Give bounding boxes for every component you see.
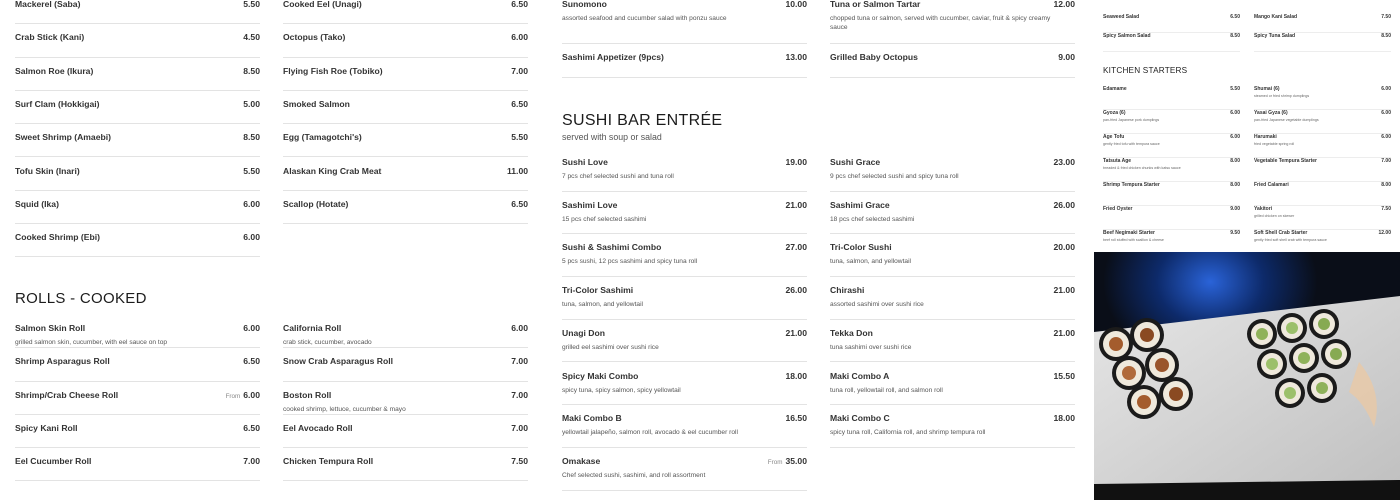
menu-item-price bbox=[243, 66, 260, 76]
menu-item bbox=[1103, 14, 1240, 33]
menu-item bbox=[283, 382, 528, 415]
menu-item-price: 7.50 bbox=[1381, 14, 1391, 20]
menu-item-description: pan-fried Japanese vegetable dumplings bbox=[1254, 118, 1319, 122]
menu-item-description: steamed or fried shrimp dumplings bbox=[1254, 94, 1310, 98]
menu-item bbox=[15, 348, 260, 381]
menu-item-price bbox=[785, 242, 807, 252]
menu-item-price bbox=[507, 166, 528, 176]
menu-item-description: tuna sashimi over sushi rice bbox=[830, 343, 912, 351]
menu-item-description: chopped tuna or salmon, served with cucumber, caviar, fruit & spicy creamy bbox=[830, 15, 1051, 22]
menu-item-name: Maki Combo C bbox=[830, 413, 890, 424]
menu-item-price bbox=[1053, 328, 1075, 338]
price-value: 13.00 bbox=[785, 52, 807, 62]
menu-item-price: 9.00 bbox=[1230, 206, 1240, 212]
price-value: 18.00 bbox=[785, 370, 807, 381]
menu-item-name: Sweet Shrimp (Amaebi) bbox=[15, 132, 111, 143]
menu-item-name: Sashimi Grace bbox=[830, 199, 890, 210]
menu-item-name: Tri-Color Sashimi bbox=[562, 285, 634, 296]
price-value: 6.00 bbox=[243, 232, 260, 243]
menu-item-name: Fried Oyster bbox=[1103, 206, 1133, 212]
menu-item-price bbox=[243, 32, 260, 42]
price-value: 6.00 bbox=[243, 389, 260, 400]
menu-item-price bbox=[785, 371, 807, 381]
menu-item-description: tuna, salmon, and yellowtail bbox=[830, 258, 912, 266]
menu-item bbox=[1254, 14, 1391, 33]
menu-item-price bbox=[785, 157, 807, 167]
menu-item-name: Eel Cucumber Roll bbox=[15, 456, 92, 467]
menu-item-name: Spicy Maki Combo bbox=[562, 370, 639, 381]
menu-item-description: assorted seafood and cucumber salad with ponzu sauce bbox=[562, 15, 727, 22]
menu-item bbox=[15, 224, 260, 257]
price-value: 7.00 bbox=[511, 389, 528, 400]
menu-item-description: 9 pcs chef selected sushi and spicy tuna roll bbox=[830, 173, 959, 180]
menu-item bbox=[283, 191, 528, 224]
menu-item bbox=[15, 448, 260, 481]
menu-item bbox=[283, 0, 528, 24]
menu-item bbox=[830, 363, 1075, 406]
menu-item-price bbox=[511, 390, 528, 400]
price-value: 6.00 bbox=[511, 323, 528, 333]
price-value: 5.50 bbox=[243, 165, 260, 176]
menu-item-name: Chicken Tempura Roll bbox=[283, 456, 374, 467]
menu-item-price bbox=[243, 199, 260, 209]
menu-item bbox=[283, 448, 528, 481]
menu-item-price bbox=[243, 456, 260, 466]
price-value: 7.00 bbox=[511, 422, 528, 433]
menu-item-name: Tri-Color Sushi bbox=[830, 242, 892, 253]
menu-item-price bbox=[785, 200, 807, 210]
menu-item-description: grilled salmon skin, cucumber, with eel sauce on top bbox=[15, 339, 168, 346]
menu-item-price bbox=[511, 423, 528, 433]
menu-item-name: Spicy Salmon Salad bbox=[1103, 33, 1151, 39]
menu-item-description: yellowtail jalapeño, salmon roll, avocado & eel cucumber roll bbox=[562, 429, 738, 437]
section-title-entree: SUSHI BAR ENTRÉE bbox=[562, 112, 723, 129]
menu-item-price bbox=[1058, 52, 1075, 62]
menu-item bbox=[15, 415, 260, 448]
menu-item-price bbox=[1053, 371, 1075, 381]
price-value: 5.00 bbox=[243, 98, 260, 109]
menu-item-description: assorted sashimi over sushi rice bbox=[830, 301, 924, 309]
menu-item-description: spicy tuna, spicy salmon, spicy yellowtail bbox=[562, 386, 681, 394]
menu-item-price bbox=[243, 232, 260, 242]
menu-item-name: Flying Fish Roe (Tobiko) bbox=[283, 65, 383, 76]
menu-item-description: fried vegetable spring roll bbox=[1254, 142, 1295, 146]
menu-item-name: Sushi Grace bbox=[830, 157, 881, 167]
menu-item-name: Salmon Skin Roll bbox=[15, 323, 86, 333]
menu-item-name: Boston Roll bbox=[283, 389, 332, 400]
menu-item bbox=[1103, 33, 1240, 52]
menu-item bbox=[1103, 230, 1240, 254]
menu-item-description: Chef selected sushi, sashimi, and roll assortment bbox=[562, 471, 706, 479]
menu-item bbox=[1103, 182, 1240, 206]
menu-item-description: 7 pcs chef selected sushi and tuna roll bbox=[562, 173, 674, 180]
price-value: 6.00 bbox=[243, 198, 260, 209]
menu-item-name: Seaweed Salad bbox=[1103, 14, 1140, 20]
price-value: 15.50 bbox=[1053, 370, 1075, 381]
price-value: 21.00 bbox=[1053, 327, 1075, 338]
menu-item bbox=[283, 24, 528, 57]
menu-item-name: Cooked Shrimp (Ebi) bbox=[15, 232, 100, 243]
menu-item-name: Sunomono bbox=[562, 0, 607, 9]
menu-item-name: Grilled Baby Octopus bbox=[830, 52, 918, 62]
price-value: 6.50 bbox=[511, 198, 528, 209]
menu-item bbox=[830, 44, 1075, 78]
section-subtitle-entree: served with soup or salad bbox=[562, 132, 662, 142]
menu-item-name: Maki Combo A bbox=[830, 370, 890, 381]
menu-item bbox=[15, 158, 260, 191]
menu-item-price bbox=[511, 199, 528, 209]
price-value: 16.50 bbox=[785, 413, 807, 424]
menu-item-description: 18 pcs chef selected sashimi bbox=[830, 215, 915, 223]
menu-item-name: Beef Negimaki Starter bbox=[1103, 230, 1155, 236]
menu-item-price bbox=[768, 456, 807, 466]
menu-item-name: California Roll bbox=[283, 323, 342, 333]
menu-item-price bbox=[511, 0, 528, 9]
menu-item bbox=[830, 192, 1075, 235]
menu-item-name: Egg (Tamagotchi's) bbox=[283, 132, 362, 143]
menu-item-price bbox=[243, 166, 260, 176]
price-value: 35.00 bbox=[785, 455, 807, 466]
menu-item-price bbox=[785, 413, 807, 423]
price-value: 8.50 bbox=[243, 132, 260, 143]
menu-item bbox=[1254, 110, 1391, 134]
price-value: 12.00 bbox=[1053, 0, 1075, 9]
menu-item bbox=[830, 277, 1075, 320]
menu-item-price bbox=[511, 356, 528, 366]
menu-item-name: Vegetable Tempura Starter bbox=[1254, 158, 1317, 164]
menu-item bbox=[1103, 134, 1240, 158]
menu-item-price bbox=[1053, 242, 1075, 252]
menu-item-name: Octopus (Tako) bbox=[283, 32, 346, 43]
price-value: 6.00 bbox=[511, 32, 528, 43]
menu-item bbox=[283, 91, 528, 124]
menu-item-description: gently fried tofu with tempura sauce bbox=[1103, 142, 1160, 146]
menu-item-name: Tekka Don bbox=[830, 327, 873, 338]
menu-item-price bbox=[511, 132, 528, 142]
price-value: 11.00 bbox=[506, 165, 528, 176]
menu-item-price bbox=[511, 66, 528, 76]
price-value: 6.50 bbox=[511, 0, 528, 9]
menu-item bbox=[283, 315, 528, 348]
sushi-photo bbox=[1094, 252, 1400, 500]
menu-item-price bbox=[1053, 413, 1075, 423]
price-value: 7.00 bbox=[511, 65, 528, 76]
menu-item-name: Edamame bbox=[1103, 86, 1127, 92]
menu-item bbox=[1254, 158, 1391, 182]
menu-item-price: 6.00 bbox=[1381, 86, 1391, 92]
menu-item-name: Yasai Gyza (6) bbox=[1254, 110, 1288, 116]
menu-item-name: Sashimi Appetizer (9pcs) bbox=[562, 52, 664, 62]
menu-item-name: Unagi Don bbox=[562, 327, 605, 338]
menu-item-price bbox=[243, 356, 260, 366]
menu-item-name: Tatsuta Age bbox=[1103, 158, 1132, 164]
menu-item-name: Tuna or Salmon Tartar bbox=[830, 0, 921, 9]
menu-item-name: Crab Stick (Kani) bbox=[15, 32, 85, 43]
menu-item-price bbox=[511, 32, 528, 42]
menu-item bbox=[562, 363, 807, 406]
menu-item-name: Squid (Ika) bbox=[15, 198, 59, 209]
menu-item bbox=[15, 124, 260, 157]
section-title-kitchen-starters: KITCHEN STARTERS bbox=[1103, 66, 1188, 75]
menu-item-price bbox=[226, 390, 260, 400]
menu-item bbox=[830, 0, 1075, 44]
menu-item-name: Sushi Love bbox=[562, 157, 608, 167]
menu-item-price bbox=[785, 285, 807, 295]
menu-item-price: 8.00 bbox=[1381, 182, 1391, 188]
price-value: 10.00 bbox=[785, 0, 807, 9]
menu-item bbox=[830, 320, 1075, 363]
menu-item-name: Spicy Kani Roll bbox=[15, 422, 78, 433]
menu-item-name: Shrimp Asparagus Roll bbox=[15, 356, 110, 367]
menu-item-price: 9.50 bbox=[1230, 230, 1240, 236]
menu-item-name: Scallop (Hotate) bbox=[283, 198, 349, 209]
menu-item-description: breaded & fried chicken chunks with katsu sauce bbox=[1103, 166, 1181, 170]
menu-item-price: 8.50 bbox=[1381, 33, 1391, 39]
price-value: 6.50 bbox=[243, 422, 260, 433]
menu-item bbox=[562, 405, 807, 448]
menu-item bbox=[283, 58, 528, 91]
menu-item-price bbox=[785, 328, 807, 338]
menu-item-name: Cooked Eel (Unagi) bbox=[283, 0, 362, 9]
price-value: 21.00 bbox=[1053, 285, 1075, 296]
menu-item-price bbox=[511, 323, 528, 333]
menu-item bbox=[283, 348, 528, 381]
menu-item bbox=[15, 382, 260, 415]
menu-item-price: 6.00 bbox=[1230, 110, 1240, 116]
menu-item-name: Sushi & Sashimi Combo bbox=[562, 242, 662, 253]
menu-item-name: Snow Crab Asparagus Roll bbox=[283, 356, 393, 367]
price-value: 23.00 bbox=[1053, 157, 1075, 167]
price-value: 5.50 bbox=[511, 132, 528, 143]
price-value: 20.00 bbox=[1053, 242, 1075, 253]
menu-item-description-cont: sauce bbox=[830, 24, 848, 31]
price-value: 6.00 bbox=[243, 323, 260, 333]
menu-item bbox=[562, 149, 807, 192]
menu-item-description: gently fried soft shell crab with tempura sauce bbox=[1254, 238, 1327, 242]
price-value: 4.50 bbox=[243, 32, 260, 43]
menu-item bbox=[283, 124, 528, 157]
menu-item-description: pan-fried Japanese pork dumplings bbox=[1103, 118, 1160, 122]
menu-item-description: grilled chicken on skewer bbox=[1254, 214, 1295, 218]
menu-item-price bbox=[1053, 157, 1075, 167]
menu-item-description: beef roll stuffed with scallion & cheese bbox=[1103, 238, 1164, 242]
menu-item-price bbox=[785, 0, 807, 9]
menu-item bbox=[283, 158, 528, 191]
menu-item-name: Shrimp Tempura Starter bbox=[1103, 182, 1160, 188]
menu-item-name: Omakase bbox=[562, 455, 601, 466]
menu-item-price: 6.00 bbox=[1230, 134, 1240, 140]
price-value: 21.00 bbox=[785, 327, 807, 338]
menu-item-price bbox=[511, 99, 528, 109]
menu-item-name: Eel Avocado Roll bbox=[283, 422, 353, 433]
menu-item-price bbox=[243, 132, 260, 142]
price-value: 8.50 bbox=[243, 65, 260, 76]
menu-item bbox=[562, 192, 807, 235]
menu-item bbox=[1254, 134, 1391, 158]
menu-item bbox=[1254, 33, 1391, 52]
price-value: 19.00 bbox=[785, 157, 807, 167]
menu-item-name: Surf Clam (Hokkigai) bbox=[15, 98, 100, 109]
menu-item-price bbox=[243, 423, 260, 433]
menu-item-price: 12.00 bbox=[1378, 230, 1391, 236]
menu-item bbox=[15, 191, 260, 224]
menu-item-price bbox=[243, 323, 260, 333]
menu-item-price: 7.50 bbox=[1381, 206, 1391, 212]
menu-item bbox=[1254, 206, 1391, 230]
menu-item bbox=[1254, 230, 1391, 254]
menu-item-name: Shrimp/Crab Cheese Roll bbox=[15, 389, 119, 400]
menu-item-name: Harumaki bbox=[1254, 134, 1277, 140]
menu-item bbox=[15, 24, 260, 57]
menu-item-description: 15 pcs chef selected sashimi bbox=[562, 215, 647, 223]
menu-item-price: 8.50 bbox=[1230, 33, 1240, 39]
menu-item bbox=[1254, 182, 1391, 206]
menu-item-price bbox=[1053, 285, 1075, 295]
menu-item-price bbox=[243, 0, 260, 9]
menu-item bbox=[15, 315, 260, 348]
menu-item bbox=[830, 405, 1075, 448]
menu-item-name: Gyoza (6) bbox=[1103, 110, 1126, 116]
price-value: 7.00 bbox=[243, 456, 260, 467]
menu-item-name: Fried Calamari bbox=[1254, 182, 1289, 188]
menu-item-description: grilled eel sashimi over sushi rice bbox=[562, 343, 659, 351]
menu-item-price bbox=[511, 456, 528, 466]
menu-item bbox=[15, 58, 260, 91]
menu-item-price: 6.50 bbox=[1230, 14, 1240, 20]
price-value: 27.00 bbox=[785, 242, 807, 253]
menu-item bbox=[1103, 110, 1240, 134]
menu-item-price: 8.00 bbox=[1230, 182, 1240, 188]
price-value: 9.00 bbox=[1058, 52, 1075, 62]
menu-item-price: 6.00 bbox=[1381, 110, 1391, 116]
menu-item bbox=[830, 149, 1075, 192]
price-value: 26.00 bbox=[1053, 199, 1075, 210]
price-value: 7.50 bbox=[511, 456, 528, 467]
price-from-label: From bbox=[225, 392, 241, 400]
menu-item-name: Mackerel (Saba) bbox=[15, 0, 81, 9]
menu-item-price: 6.00 bbox=[1381, 134, 1391, 140]
menu-item bbox=[283, 415, 528, 448]
menu-item bbox=[1254, 86, 1391, 110]
menu-item-price bbox=[1053, 200, 1075, 210]
menu-item-price: 8.00 bbox=[1230, 158, 1240, 164]
menu-item-description: spicy tuna roll, California roll, and shrimp tempura roll bbox=[830, 429, 986, 437]
menu-item bbox=[15, 0, 260, 24]
menu-item bbox=[1103, 206, 1240, 230]
menu-item bbox=[562, 234, 807, 277]
menu-item-name: Tofu Skin (Inari) bbox=[15, 165, 80, 176]
menu-item-name: Mango Kani Salad bbox=[1254, 14, 1298, 20]
menu-item-price bbox=[785, 52, 807, 62]
menu-item-name: Sashimi Love bbox=[562, 199, 618, 210]
menu-item-name: Salmon Roe (Ikura) bbox=[15, 65, 94, 76]
price-value: 6.50 bbox=[511, 98, 528, 109]
menu-item-name: Spicy Tuna Salad bbox=[1254, 33, 1296, 39]
menu-item bbox=[562, 277, 807, 320]
menu-item-name: Age Tofu bbox=[1103, 134, 1125, 140]
price-value: 7.00 bbox=[511, 356, 528, 367]
menu-item bbox=[562, 448, 807, 491]
menu-item bbox=[830, 234, 1075, 277]
price-value: 6.50 bbox=[243, 356, 260, 367]
menu-item-name: Alaskan King Crab Meat bbox=[283, 165, 382, 176]
menu-item-description: crab stick, cucumber, avocado bbox=[283, 339, 372, 346]
price-value: 21.00 bbox=[785, 199, 807, 210]
menu-item-description: cooked shrimp, lettuce, cucumber & mayo bbox=[283, 405, 406, 413]
menu-item-name: Soft Shell Crab Starter bbox=[1254, 230, 1308, 236]
menu-item-name: Maki Combo B bbox=[562, 413, 622, 424]
price-from-label: From bbox=[767, 458, 783, 466]
section-title-rolls-cooked: ROLLS - COOKED bbox=[15, 290, 147, 307]
menu-item-name: Chirashi bbox=[830, 285, 865, 296]
menu-item-description: tuna roll, yellowtail roll, and salmon roll bbox=[830, 386, 943, 394]
menu-item-description: tuna, salmon, and yellowtail bbox=[562, 301, 644, 309]
menu-item-name: Smoked Salmon bbox=[283, 98, 350, 109]
menu-item-price bbox=[1053, 0, 1075, 9]
menu-item bbox=[15, 91, 260, 124]
menu-item-name: Yakitori bbox=[1254, 206, 1273, 212]
menu-item-description: 5 pcs sushi, 12 pcs sashimi and spicy tuna roll bbox=[562, 258, 698, 266]
menu-item bbox=[562, 0, 807, 44]
price-value: 18.00 bbox=[1053, 413, 1075, 424]
menu-item-name: Shumai (6) bbox=[1254, 86, 1280, 92]
price-value: 26.00 bbox=[785, 285, 807, 296]
menu-item-price bbox=[243, 99, 260, 109]
menu-item bbox=[562, 320, 807, 363]
menu-item bbox=[1103, 86, 1240, 110]
price-value: 5.50 bbox=[243, 0, 260, 9]
menu-item-price: 7.00 bbox=[1381, 158, 1391, 164]
menu-item-price: 5.50 bbox=[1230, 86, 1240, 92]
menu-item bbox=[1103, 158, 1240, 182]
menu-item bbox=[562, 44, 807, 78]
